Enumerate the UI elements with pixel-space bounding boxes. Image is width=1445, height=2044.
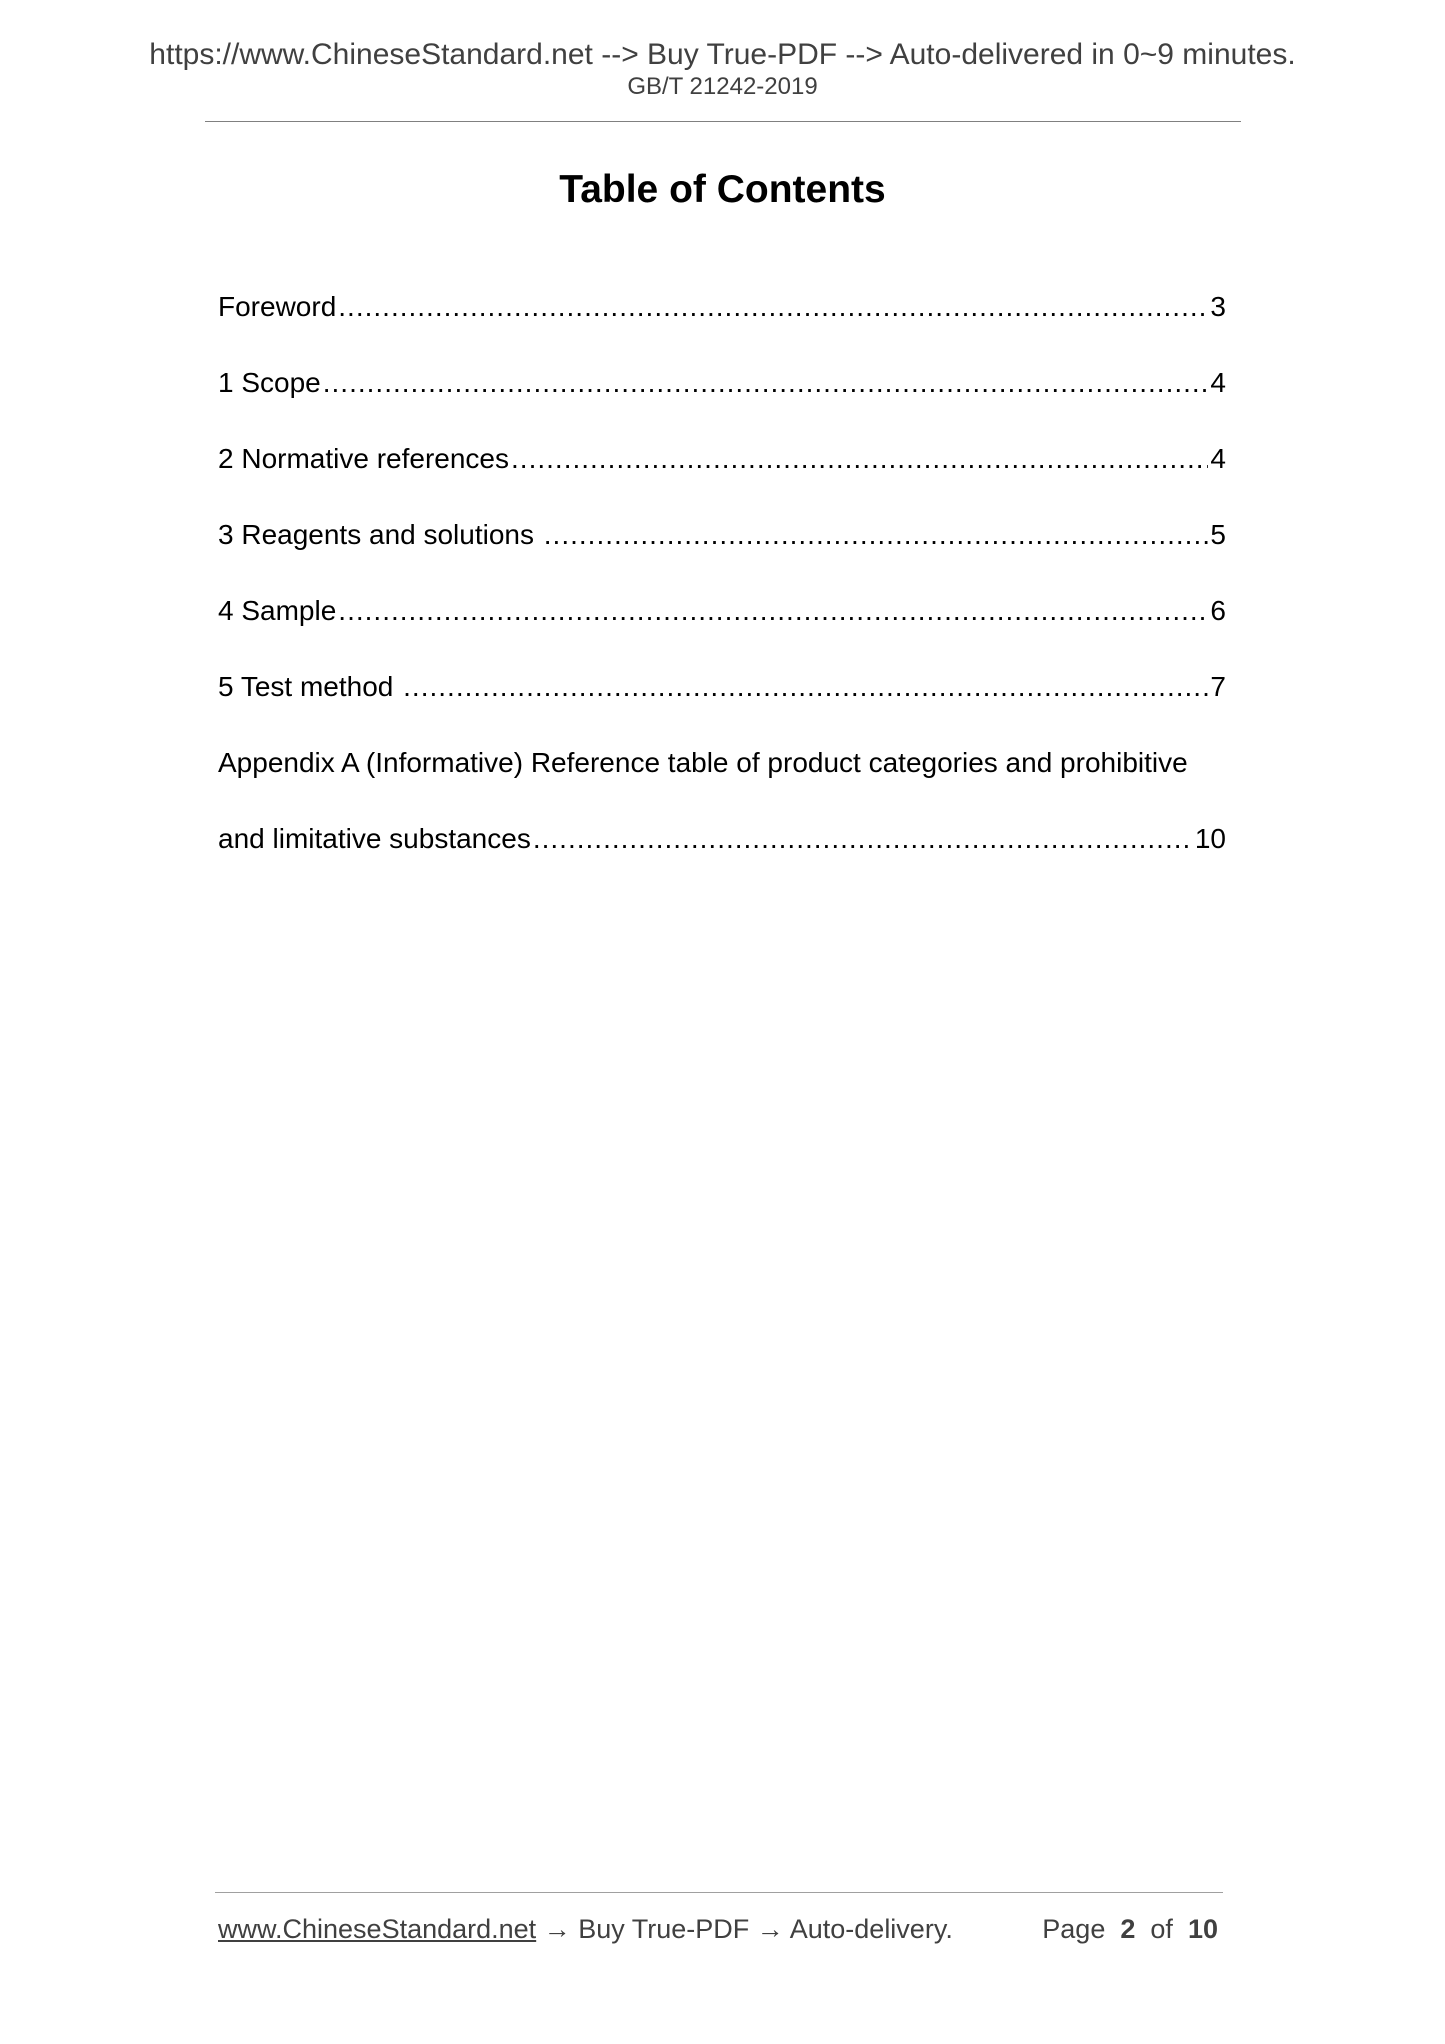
of-label: of: [1150, 1914, 1173, 1944]
toc-entry-page: 7: [1210, 671, 1226, 702]
page-label: Page: [1042, 1914, 1106, 1944]
footer-tagline: → Buy True-PDF → Auto-delivery.: [536, 1914, 953, 1944]
toc-entry-appendix-a[interactable]: [218, 742, 1226, 894]
toc-entry-scope[interactable]: [218, 362, 1226, 438]
toc-entry-page: 4: [1210, 443, 1226, 474]
toc-entry-sample[interactable]: [218, 590, 1226, 666]
toc-dot-leader: [544, 514, 1209, 556]
toc-entry-page: 10: [1194, 823, 1226, 854]
footer-site-link[interactable]: www.ChineseStandard.net: [218, 1914, 537, 1944]
header-banner: https://www.ChineseStandard.net --> Buy True-PDF --> Auto-delivered in 0~9 minutes.: [149, 38, 1296, 71]
toc-entry-label: 4 Sample: [218, 595, 337, 626]
toc-entry-page: 3: [1210, 291, 1226, 322]
page-number: 2: [1120, 1914, 1136, 1944]
table-of-contents: [218, 286, 1226, 894]
toc-entry-label: 5 Test method: [218, 671, 402, 702]
toc-entry-test-method[interactable]: [218, 666, 1226, 742]
page-title: Table of Contents: [559, 168, 886, 211]
toc-dot-leader: [323, 362, 1209, 404]
toc-entry-label: Appendix A (Informative) Reference table of product categories and prohibitive: [218, 747, 1188, 778]
toc-entry-label: Foreword: [218, 291, 337, 322]
toc-entry-page: 6: [1210, 595, 1226, 626]
toc-entry-label-cont: and limitative substances: [218, 823, 531, 854]
toc-dot-leader: [511, 438, 1208, 480]
header-divider: [205, 121, 1241, 122]
toc-entry-continuation: [218, 818, 1226, 894]
toc-entry-label: 2 Normative references: [218, 443, 510, 474]
toc-dot-leader: [403, 666, 1208, 708]
page-total: 10: [1187, 1914, 1218, 1944]
page-indicator: [1042, 1912, 1218, 1946]
toc-entry-label: 3 Reagents and solutions: [218, 519, 542, 550]
toc-entry-page: 4: [1210, 367, 1226, 398]
toc-entry-foreword[interactable]: [218, 286, 1226, 362]
toc-entry-label: 1 Scope: [218, 367, 321, 398]
toc-entry-page: 5: [1210, 519, 1226, 550]
toc-dot-leader: [338, 590, 1208, 632]
footer-divider: [215, 1892, 1223, 1893]
toc-entry-reagents[interactable]: [218, 514, 1226, 590]
page-footer: [218, 1912, 1218, 1946]
toc-dot-leader: [533, 818, 1193, 860]
toc-dot-leader: [338, 286, 1208, 328]
toc-entry-normative-references[interactable]: [218, 438, 1226, 514]
standard-code: GB/T 21242-2019: [627, 73, 818, 100]
